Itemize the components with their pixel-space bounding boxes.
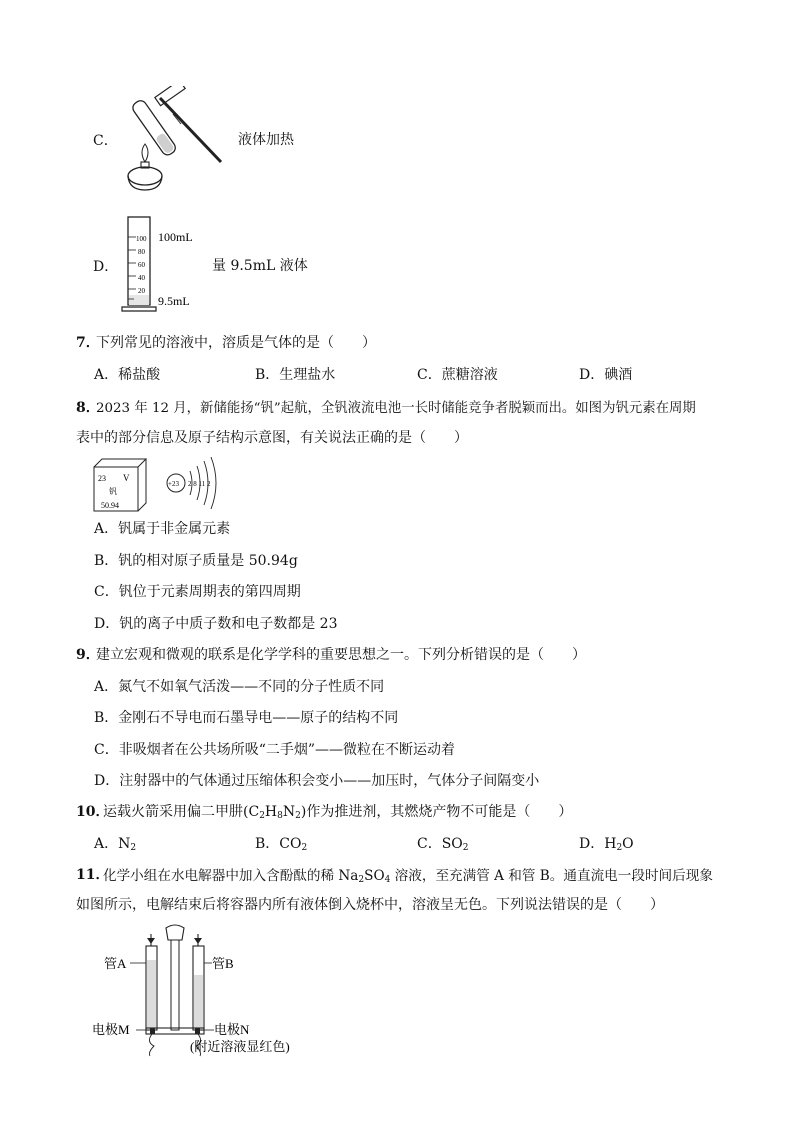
tick-label: 100 (136, 235, 147, 243)
electrode-n-label: 电极N (214, 1022, 250, 1037)
option-a: A．稀盐酸 (94, 367, 161, 383)
option-d: D．钒的离子中质子数和电子数都是 23 (94, 616, 338, 632)
option-d: D．$H_2O$ (579, 836, 634, 853)
question-stem: 下列常见的溶液中，溶质是气体的是（ ） (96, 335, 376, 351)
atomic-number: 23 (98, 474, 106, 483)
option-a: A．钒属于非金属元素 (94, 521, 231, 537)
question-number: 7． (76, 335, 100, 351)
question-stem: 建立宏观和微观的联系是化学学科的重要思想之一。下列分析错误的是（ ） (96, 647, 586, 663)
graduated-cylinder-figure (118, 215, 213, 315)
question-stem-line1: 2023 年 12 月，新储能扬“钒”起航，全钒液流电池一长时储能竞争者脱颖而出。如图为钒元素在周期 (96, 401, 696, 416)
cylinder-label-bottom: 9.5mL (158, 294, 190, 308)
tick-label: 80 (138, 248, 145, 256)
option-b: B．钒的相对原子质量是 50.94g (94, 553, 298, 569)
question-stem-line1: 化学小组在水电解器中加入含酚酞的稀 $Na_2SO_4$ 溶液，至充满管 A 和管 B。通直流电一段时间后现象 (103, 868, 713, 885)
question-stem: 运载火箭采用偏二甲肼$(C_2H_8N_2)$作为推进剂，其燃烧产物不可能是（ ） (103, 804, 573, 821)
option-b: B．金刚石不导电而石墨导电——原子的结构不同 (94, 710, 399, 726)
question-number: 8． (76, 400, 100, 416)
tick-label: 20 (138, 287, 145, 295)
option-letter-c: C． (93, 133, 118, 149)
vanadium-figure (90, 457, 230, 515)
tick-label: 40 (138, 274, 145, 282)
option-c: C．非吸烟者在公共场所吸“二手烟”——微粒在不断运动着 (94, 742, 456, 758)
option-d-text: 量 9.5mL 液体 (212, 258, 308, 274)
option-d: D．碘酒 (579, 367, 633, 383)
cylinder-label-top: 100mL (158, 230, 193, 244)
nucleus-charge: +23 (168, 480, 179, 488)
question-stem-line2: 表中的部分信息及原子结构示意图，有关说法正确的是（ ） (76, 430, 468, 446)
element-name: 钒 (109, 487, 117, 496)
tube-a-label: 管A (104, 956, 127, 971)
liquid-heating-figure (115, 86, 230, 198)
option-c-text: 液体加热 (238, 132, 294, 148)
question-stem-line2: 如图所示，电解结束后将容器内所有液体倒入烧杯中，溶液呈无色。下列说法错误的是（ ） (76, 897, 664, 913)
question-number: 9． (76, 647, 100, 663)
option-b: B．生理盐水 (255, 367, 336, 383)
electrolysis-apparatus-figure (90, 920, 320, 1058)
element-symbol: V (123, 473, 130, 483)
tube-b-label: 管B (212, 956, 234, 971)
option-b: B．$CO_2$ (255, 836, 308, 853)
tick-label: 60 (138, 261, 145, 269)
option-c: C．$SO_2$ (417, 836, 469, 853)
option-d: D．注射器中的气体通过压缩体积会变小——加压时，气体分子间隔变小 (94, 773, 540, 789)
option-c: C．蔗糖溶液 (417, 367, 498, 383)
option-a: A．氮气不如氧气活泼——不同的分子性质不同 (94, 679, 385, 695)
question-number: 11． (76, 867, 110, 883)
electrode-m-label: 电极M (92, 1022, 130, 1037)
option-c: C．钒位于元素周期表的第四周期 (94, 584, 301, 600)
question-number: 10． (76, 804, 110, 820)
atomic-mass: 50.94 (101, 501, 119, 510)
option-a: A．$N_2$ (94, 836, 137, 853)
option-letter-d: D． (93, 259, 119, 275)
electrode-n-note: (附近溶液显红色) (190, 1039, 290, 1054)
electron-shells: 2 8 11 2 (188, 480, 211, 488)
